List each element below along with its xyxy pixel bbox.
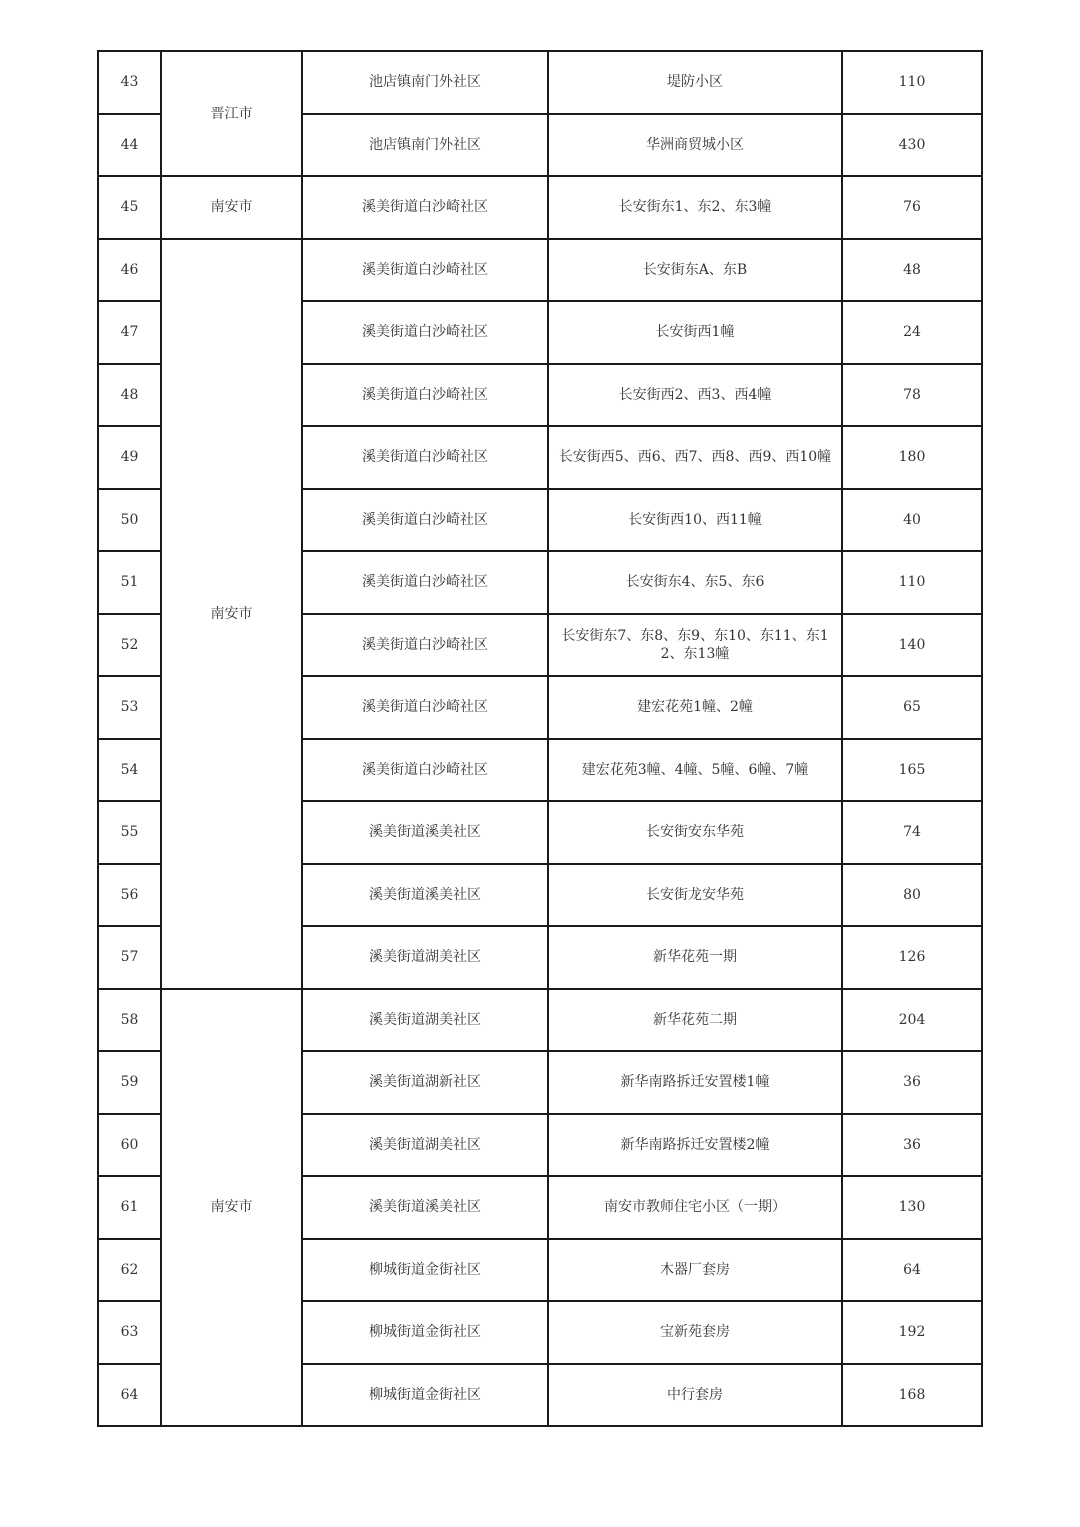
- project-cell: 长安街龙安华苑: [548, 864, 842, 927]
- project-cell: 宝新苑套房: [548, 1301, 842, 1364]
- community-cell: 溪美街道溪美社区: [302, 864, 548, 927]
- community-cell: 溪美街道白沙崎社区: [302, 739, 548, 802]
- project-cell: 长安街西5、西6、西7、西8、西9、西10幢: [548, 426, 842, 489]
- row-number-cell: 45: [98, 176, 161, 239]
- community-cell: 溪美街道白沙崎社区: [302, 551, 548, 614]
- count-cell: 130: [842, 1176, 982, 1239]
- row-number-cell: 51: [98, 551, 161, 614]
- project-cell: 建宏花苑3幢、4幢、5幢、6幢、7幢: [548, 739, 842, 802]
- housing-table: [97, 50, 983, 1427]
- community-cell: 柳城街道金街社区: [302, 1239, 548, 1302]
- community-cell: 池店镇南门外社区: [302, 114, 548, 177]
- count-cell: 36: [842, 1114, 982, 1177]
- count-cell: 165: [842, 739, 982, 802]
- count-cell: 24: [842, 301, 982, 364]
- city-cell: 南安市: [161, 989, 302, 1427]
- community-cell: 溪美街道湖美社区: [302, 989, 548, 1052]
- count-cell: 126: [842, 926, 982, 989]
- project-cell: 长安街安东华苑: [548, 801, 842, 864]
- row-number-cell: 53: [98, 676, 161, 739]
- community-cell: 溪美街道白沙崎社区: [302, 176, 548, 239]
- community-cell: 溪美街道白沙崎社区: [302, 426, 548, 489]
- community-cell: 溪美街道溪美社区: [302, 1176, 548, 1239]
- community-cell: 溪美街道湖新社区: [302, 1051, 548, 1114]
- project-cell: 木器厂套房: [548, 1239, 842, 1302]
- community-cell: 溪美街道白沙崎社区: [302, 364, 548, 427]
- row-number-cell: 57: [98, 926, 161, 989]
- project-cell: 华洲商贸城小区: [548, 114, 842, 177]
- row-number-cell: 58: [98, 989, 161, 1052]
- count-cell: 64: [842, 1239, 982, 1302]
- row-number-cell: 50: [98, 489, 161, 552]
- project-cell: 长安街西10、西11幢: [548, 489, 842, 552]
- count-cell: 74: [842, 801, 982, 864]
- project-cell: 长安街西1幢: [548, 301, 842, 364]
- project-cell: 长安街东A、东B: [548, 239, 842, 302]
- count-cell: 168: [842, 1364, 982, 1427]
- project-cell: 长安街东1、东2、东3幢: [548, 176, 842, 239]
- count-cell: 36: [842, 1051, 982, 1114]
- row-number-cell: 61: [98, 1176, 161, 1239]
- count-cell: 80: [842, 864, 982, 927]
- count-cell: 48: [842, 239, 982, 302]
- count-cell: 110: [842, 551, 982, 614]
- project-cell: 长安街东4、东5、东6: [548, 551, 842, 614]
- table-body: [98, 51, 982, 1426]
- row-number-cell: 64: [98, 1364, 161, 1427]
- count-cell: 204: [842, 989, 982, 1052]
- community-cell: 溪美街道白沙崎社区: [302, 301, 548, 364]
- count-cell: 40: [842, 489, 982, 552]
- row-number-cell: 59: [98, 1051, 161, 1114]
- row-number-cell: 47: [98, 301, 161, 364]
- project-cell: 新华花苑一期: [548, 926, 842, 989]
- count-cell: 76: [842, 176, 982, 239]
- count-cell: 110: [842, 51, 982, 114]
- housing-table-container: [97, 50, 981, 1427]
- row-number-cell: 43: [98, 51, 161, 114]
- project-cell: 长安街东7、东8、东9、东10、东11、东12、东13幢: [548, 614, 842, 677]
- community-cell: 溪美街道湖美社区: [302, 1114, 548, 1177]
- project-cell: 新华南路拆迁安置楼2幢: [548, 1114, 842, 1177]
- count-cell: 430: [842, 114, 982, 177]
- table-row: [98, 239, 982, 302]
- project-cell: 南安市教师住宅小区（一期）: [548, 1176, 842, 1239]
- community-cell: 溪美街道白沙崎社区: [302, 614, 548, 677]
- count-cell: 192: [842, 1301, 982, 1364]
- community-cell: 溪美街道白沙崎社区: [302, 239, 548, 302]
- community-cell: 溪美街道溪美社区: [302, 801, 548, 864]
- community-cell: 溪美街道湖美社区: [302, 926, 548, 989]
- project-cell: 长安街西2、西3、西4幢: [548, 364, 842, 427]
- city-cell: 晋江市: [161, 51, 302, 176]
- row-number-cell: 48: [98, 364, 161, 427]
- row-number-cell: 54: [98, 739, 161, 802]
- community-cell: 池店镇南门外社区: [302, 51, 548, 114]
- project-cell: 中行套房: [548, 1364, 842, 1427]
- community-cell: 溪美街道白沙崎社区: [302, 676, 548, 739]
- row-number-cell: 62: [98, 1239, 161, 1302]
- row-number-cell: 52: [98, 614, 161, 677]
- table-row: [98, 51, 982, 114]
- row-number-cell: 63: [98, 1301, 161, 1364]
- count-cell: 140: [842, 614, 982, 677]
- row-number-cell: 60: [98, 1114, 161, 1177]
- project-cell: 新华南路拆迁安置楼1幢: [548, 1051, 842, 1114]
- community-cell: 柳城街道金街社区: [302, 1364, 548, 1427]
- row-number-cell: 46: [98, 239, 161, 302]
- row-number-cell: 49: [98, 426, 161, 489]
- count-cell: 65: [842, 676, 982, 739]
- count-cell: 78: [842, 364, 982, 427]
- project-cell: 建宏花苑1幢、2幢: [548, 676, 842, 739]
- row-number-cell: 56: [98, 864, 161, 927]
- city-cell: 南安市: [161, 239, 302, 989]
- project-cell: 新华花苑二期: [548, 989, 842, 1052]
- community-cell: 柳城街道金街社区: [302, 1301, 548, 1364]
- count-cell: 180: [842, 426, 982, 489]
- row-number-cell: 55: [98, 801, 161, 864]
- community-cell: 溪美街道白沙崎社区: [302, 489, 548, 552]
- city-cell: 南安市: [161, 176, 302, 239]
- row-number-cell: 44: [98, 114, 161, 177]
- table-row: [98, 176, 982, 239]
- table-row: [98, 989, 982, 1052]
- project-cell: 堤防小区: [548, 51, 842, 114]
